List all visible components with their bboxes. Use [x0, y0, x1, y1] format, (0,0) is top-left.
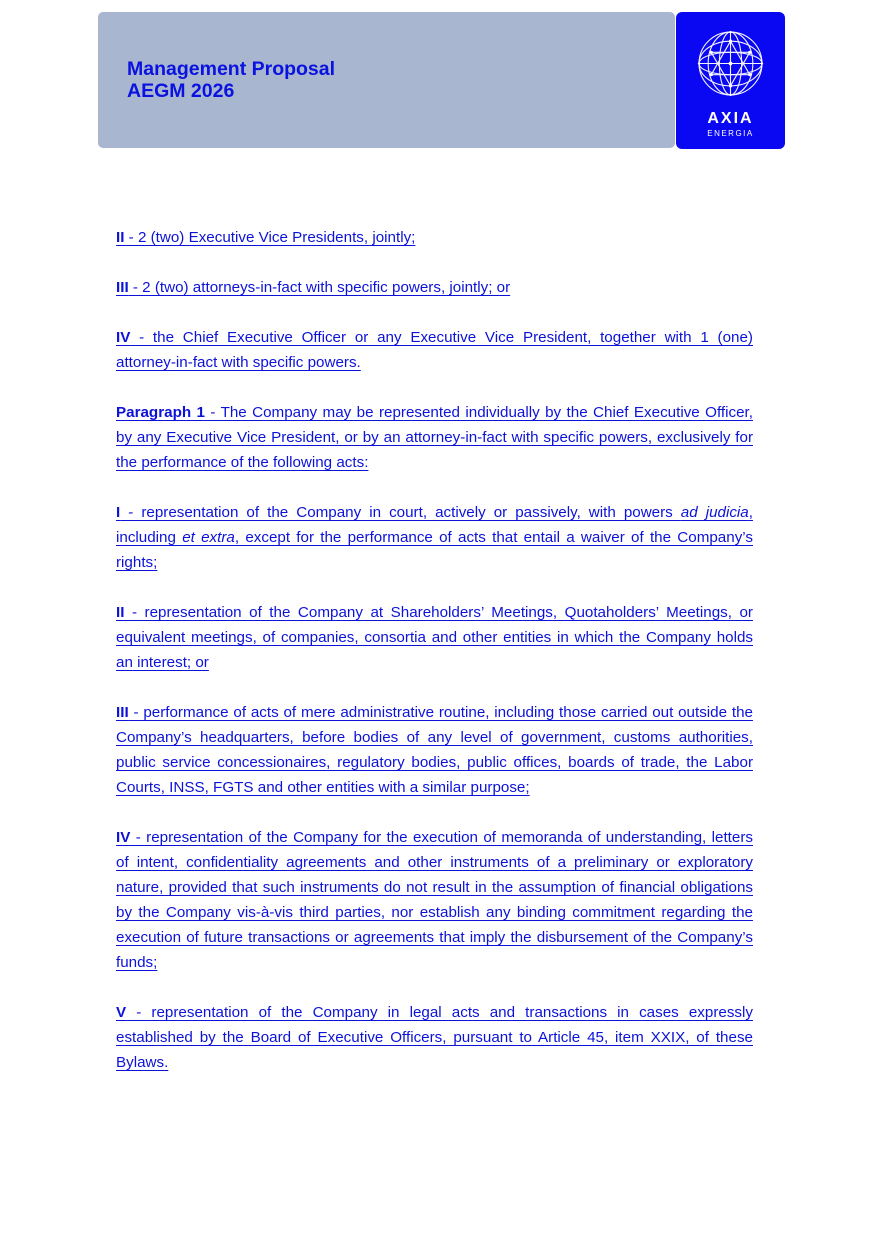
clause-italic: et extra — [182, 529, 235, 546]
item-v — [116, 1000, 753, 1075]
clause-label: IV — [116, 329, 131, 346]
item-iv — [116, 825, 753, 975]
clause-text: - the Chief Executive Officer or any Executive Vice President, together with 1 (one) attorney-in-fact with specific powers. — [116, 329, 753, 371]
clause-text: - The Company may be represented individually by the Chief Executive Officer, by any Executive Vice President, or by an attorney-in-fact with specific powers, exclusively for the performance of the following acts: — [116, 404, 753, 471]
logo-subtitle: ENERGIA — [707, 129, 754, 138]
clause-label: Paragraph 1 — [116, 404, 205, 421]
clause-label: II — [116, 229, 125, 246]
clause-text: - 2 (two) Executive Vice Presidents, jointly; — [124, 229, 416, 246]
title-line-1: Management Proposal — [127, 58, 336, 80]
logo-name: AXIA — [707, 110, 754, 127]
clause-text: - 2 (two) attorneys-in-fact with specific powers, jointly; or — [128, 279, 511, 296]
globe-logo-icon — [696, 29, 765, 98]
clause-label: III — [116, 279, 129, 296]
item-ii — [116, 600, 753, 675]
clause-label: IV — [116, 829, 131, 846]
clause-text: , except for the performance of acts that entail a waiver of the Company’s rights; — [116, 529, 753, 571]
clause-italic: ad judicia — [680, 504, 749, 521]
clause-label: V — [116, 1004, 127, 1021]
clause-text: - performance of acts of mere administrative routine, including those carried out outside the Company’s headquarters, before bodies of any level of government, customs authorities, public service concessionaires, regulatory bodies, public offices, boards of trade, the Labor Courts, INSS, FGTS and other entities with a similar purpose; — [116, 704, 753, 796]
clause-iv — [116, 325, 753, 375]
clause-text: - representation of the Company in court, actively or passively, with powers — [120, 504, 681, 521]
clause-ii — [116, 225, 753, 250]
clause-iii — [116, 275, 753, 300]
axia-logo — [676, 12, 785, 149]
title-line-2: AEGM 2026 — [127, 80, 235, 102]
clause-text: - representation of the Company at Shareholders’ Meetings, Quotaholders’ Meetings, or equivalent meetings, of companies, consortia and other entities in which the Company holds an interest; or — [116, 604, 753, 671]
item-iii — [116, 700, 753, 800]
clause-text: - representation of the Company in legal acts and transactions in cases expressly established by the Board of Executive Officers, pursuant to Article 45, item XXIX, of these Bylaws. — [116, 1004, 753, 1071]
clause-label: III — [116, 704, 129, 721]
clause-text: - representation of the Company for the execution of memoranda of understanding, letters of intent, confidentiality agreements and other instruments of a preliminary or exploratory nature, provided that such instruments do not result in the assumption of financial obligations by the Company vis-à-vis third parties, nor establish any binding commitment regarding the execution of future transactions or agreements that imply the disbursement of the Company’s funds; — [116, 829, 753, 971]
document-body — [116, 225, 753, 1100]
clause-label: II — [116, 604, 125, 621]
item-i — [116, 500, 753, 575]
document-title — [127, 58, 335, 102]
clause-label: I — [116, 504, 121, 521]
header-band — [98, 12, 675, 148]
paragraph-1 — [116, 400, 753, 475]
clause-text: , including — [116, 504, 753, 546]
